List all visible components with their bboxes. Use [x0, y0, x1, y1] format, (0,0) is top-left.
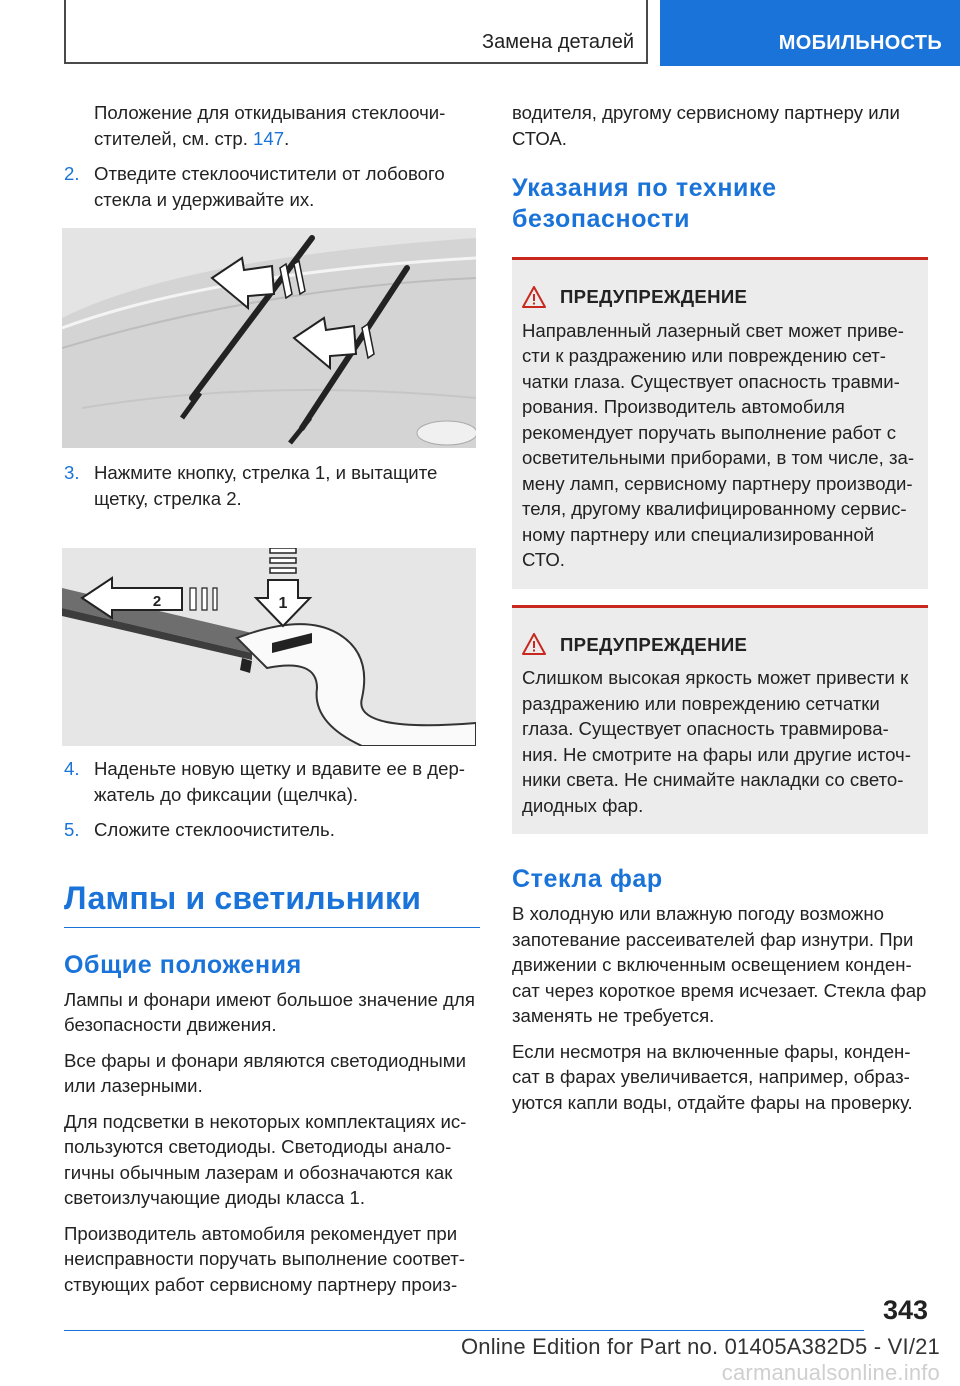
- step-number: 2.: [64, 163, 80, 184]
- warning-triangle-icon: [522, 633, 546, 655]
- footer-edition: [300, 1334, 940, 1386]
- step-number: 5.: [64, 819, 80, 840]
- paragraph: Если несмотря на включенные фары, конден- сат в фарах увеличивается, например, образ- уются капли воды, отдайте фары на проверку.: [512, 1040, 913, 1113]
- page-number: 343: [882, 1295, 928, 1325]
- left-column-top: [64, 100, 476, 222]
- warning-title: ПРЕДУПРЕЖДЕНИЕ: [560, 633, 748, 655]
- wiper-blade-icon: [62, 548, 476, 746]
- paragraph: Производитель автомобиля рекомендует при неисправности поручать выполнение соответ- ствующих работ сервисному партнеру произ-: [64, 1222, 465, 1295]
- continuation-paragraph: водителя, другому сервисному партнеру или СТОА.: [512, 102, 900, 149]
- subheading: Общие положения: [64, 950, 302, 979]
- step-number: 3.: [64, 462, 80, 483]
- step-text: Сложите стеклоочиститель.: [94, 819, 335, 840]
- step-3: [64, 460, 476, 511]
- arrow-2-label: 2: [152, 593, 162, 610]
- paragraph: Лампы и фонари имеют большое значение для безопасности движения.: [64, 988, 475, 1035]
- warning-title: ПРЕДУПРЕЖДЕНИЕ: [560, 286, 748, 307]
- footer-divider: [64, 1330, 864, 1331]
- windshield-wiper-icon: [62, 228, 476, 448]
- header-section-title: Замена деталей: [482, 31, 634, 53]
- intro-paragraph: Положение для откидывания стеклоочи- стителей, см. стр. 147.: [94, 102, 446, 149]
- paragraph: Все фары и фонари являются светодиодными или лазерными.: [64, 1049, 466, 1096]
- step-text: Отведите стеклоочистители от лобового стекла и удерживайте их.: [94, 163, 445, 210]
- step-4: [64, 756, 480, 807]
- warning-text: Слишком высокая яркость может привести к раздражению или повреждению сетчатки глаза. Существует опасность травмирова- ния. Не смотрите на фары или другие источ- ники света. Не снимайте накладки со свето- диодных фар.: [522, 667, 911, 816]
- step-2: [64, 161, 476, 212]
- warning-triangle-icon: [522, 286, 546, 308]
- arrow-1-label: 1: [278, 595, 288, 612]
- paragraph: Для подсветки в некоторых комплектациях ис- пользуются светодиоды. Светодиоды анало- гичны обычным лазерам и обозначаются как светоизлучающие диоды класса 1.: [64, 1110, 467, 1208]
- footer-watermark: carmanualsonline.info: [721, 1360, 940, 1385]
- left-column-step3: [64, 460, 476, 521]
- chapter-tab-label[interactable]: МОБИЛЬНОСТЬ: [778, 32, 942, 54]
- section-heading: Лампы и светильники: [64, 879, 480, 928]
- paragraph: В холодную или влажную погоду возможно запотевание рассеивателей фар изнутри. При движении с включенным освещением конден- сат через короткое время исчезает. Стекла фар заменять не требуется.: [512, 903, 927, 1026]
- headlight-heading: Стекла фар: [512, 865, 663, 893]
- page-link[interactable]: 147: [253, 127, 285, 149]
- step-5: [64, 817, 480, 843]
- warning-title-row: [522, 632, 916, 658]
- footer-edition-text: Online Edition for Part no. 01405A382D5 - VI/21: [460, 1334, 940, 1359]
- warning-box: [512, 605, 928, 835]
- safety-heading: Указания по технике безопасности: [512, 174, 777, 233]
- warning-box: [512, 257, 928, 589]
- wiper-illustration: [62, 228, 476, 448]
- right-column: [512, 100, 928, 1125]
- step-text: Нажмите кнопку, стрелка 1, и вытащите щетку, стрелка 2.: [94, 462, 438, 509]
- warning-title-row: [522, 284, 916, 310]
- wiper-blade-illustration: [62, 548, 476, 746]
- step-number: 4.: [64, 758, 80, 779]
- left-column-bottom: [64, 756, 480, 1307]
- warning-text: Направленный лазерный свет может приве- сти к раздражению или повреждению сет- чатки глаза. Существует опасность травми- рования. Производитель автомобиля рекомендует поручать выполнение работ с осветительными приборами, в том числе, за- мену ламп, сервисному партнеру производи- теля, другому квалифицированному сервис- ному партнеру или специализированной СТО.: [522, 319, 915, 570]
- step-text: Наденьте новую щетку и вдавите ее в дер- жатель до фиксации (щелчка).: [94, 758, 466, 805]
